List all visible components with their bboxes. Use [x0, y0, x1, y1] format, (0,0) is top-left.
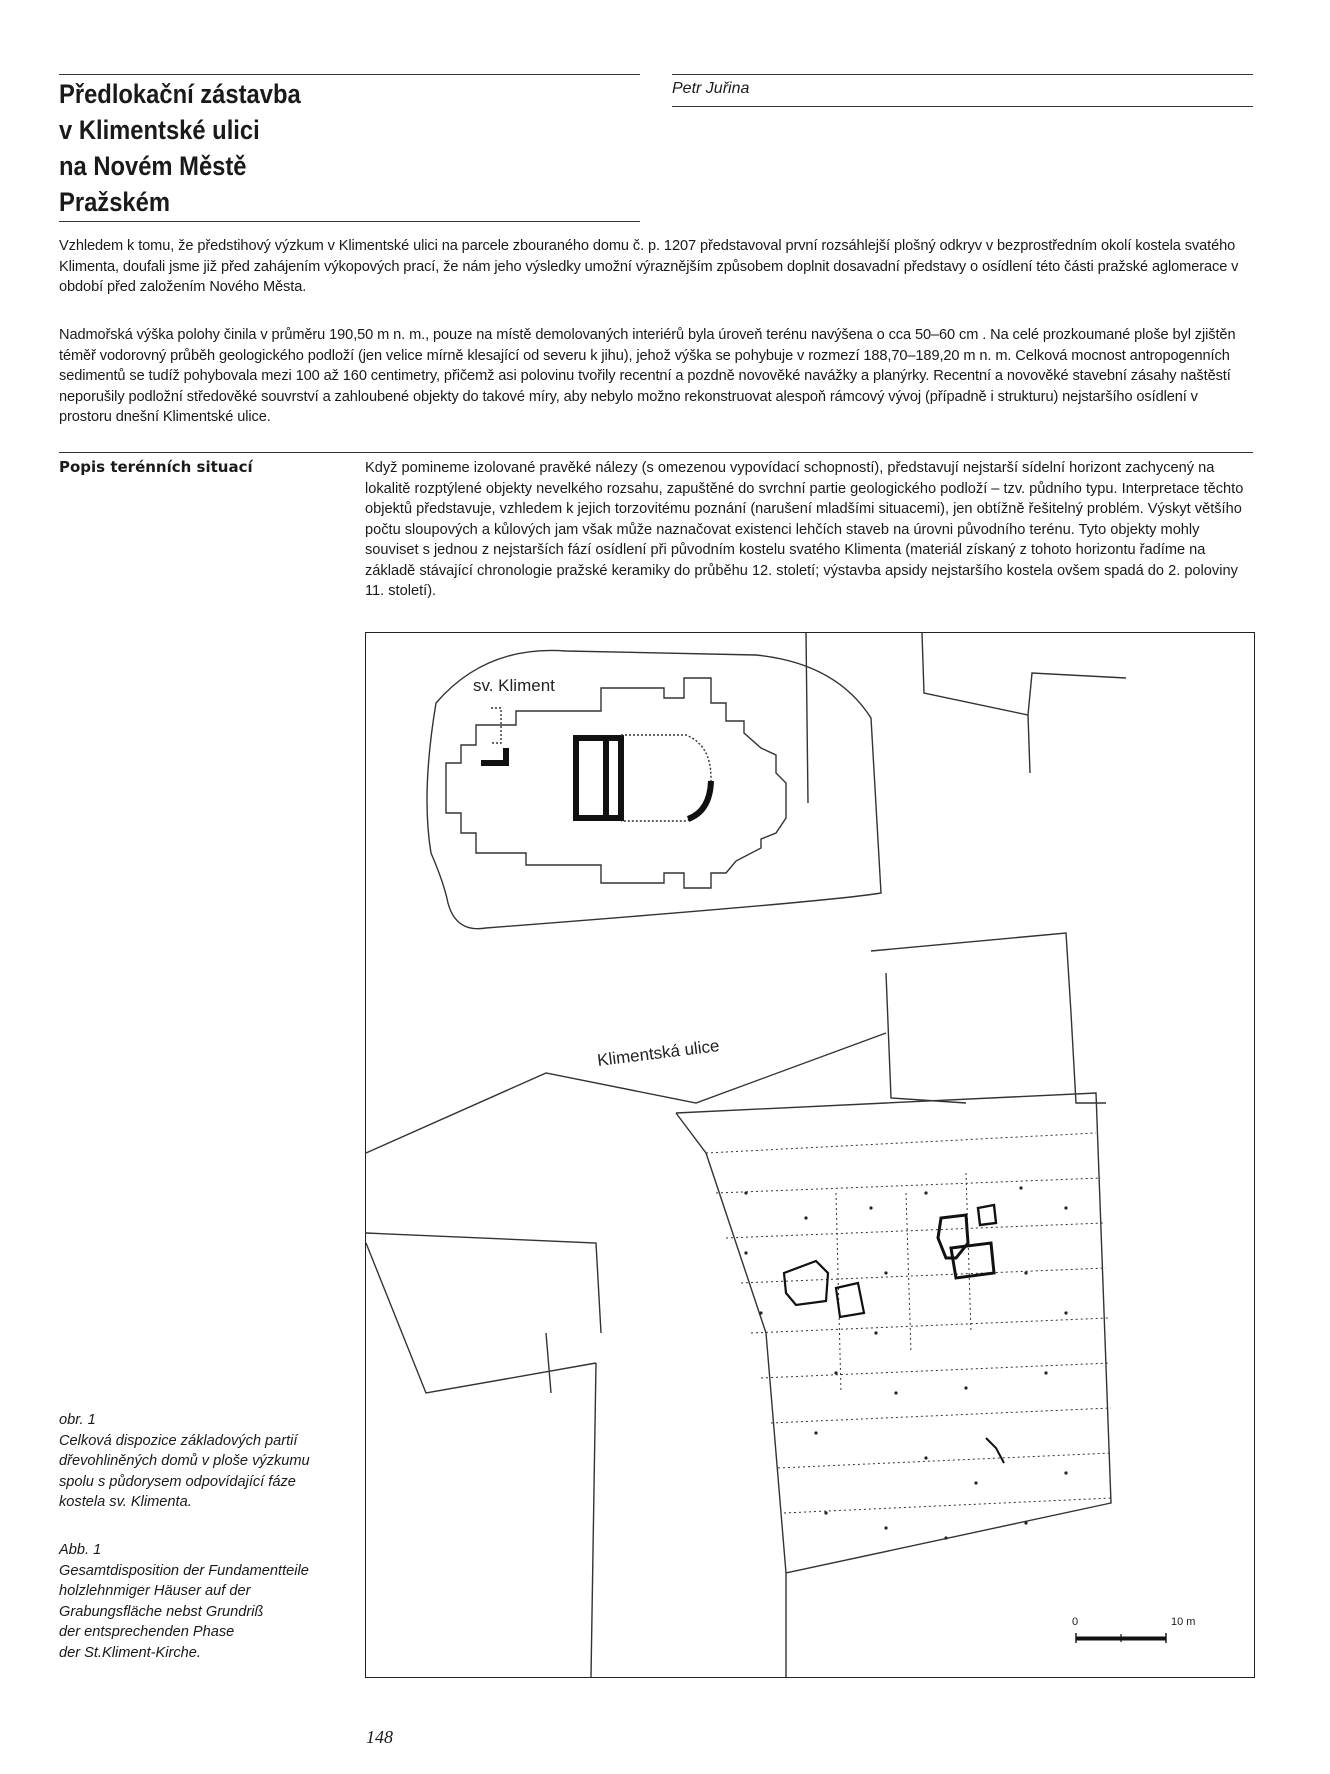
church-outline [446, 678, 786, 888]
section-rule [59, 452, 1253, 453]
author-name: Petr Juřina [672, 80, 750, 97]
nave-wall [576, 738, 621, 818]
post-hole [1024, 1271, 1027, 1274]
parcel-line [806, 633, 808, 803]
post-hole [759, 1311, 762, 1314]
title-line-2: v Klimentské ulici [59, 115, 260, 145]
intro-paragraph-2: Nadmořská výška polohy činila v průměru 190,50 m n. m., pouze na místě demolovaných interiérů byla úroveň terénu navýšena o cca 50–60 cm . Na celé prozkoumané ploše byl zjištěn téměř vodorovný průběh geologického podloží (jen velice mírně klesající od severu k jihu), jehož výška se pohybuje v rozmezí 188,70–189,20 m n. m. Celková mocnost antropogenních sedimentů se tudíž pohybovala mezi 100 až 160 centimetry, přičemž asi polovinu tvořily recentní a pozdně novověké navážky a planýrky. Recentní a novověké stavební zásahy naštěstí neporušily podložní středověké souvrství a zahloubené objekty do takové míry, aby nebylo možno rekonstruovat alespoň rámcový vývoj (případně i strukturu) nejstaršího osídlení v prostoru dnešní Klimentské ulice. [59, 327, 1236, 425]
post-hole [744, 1251, 747, 1254]
apse-outline [621, 735, 711, 821]
parcel-line [1028, 715, 1030, 773]
west-wall-fragment [481, 748, 506, 763]
site-plan-figure [365, 632, 1255, 1678]
caption-line: Grabungsfläche nebst Grundriß [59, 1603, 264, 1620]
street-label: Klimentská ulice [596, 1036, 721, 1070]
parcel-line [922, 633, 1126, 715]
scale-start-label: 0 [1072, 1616, 1079, 1628]
author-top-rule [672, 74, 1253, 75]
post-hole [884, 1526, 887, 1529]
article-title [59, 76, 569, 220]
parcel-line [366, 1233, 601, 1333]
scale-end-label: 10 m [1171, 1616, 1196, 1628]
caption-line: Abb. 1 [59, 1542, 102, 1558]
title-line-1: Předlokační zástavba [59, 79, 301, 109]
post-hole [804, 1216, 807, 1219]
caption-line: der St.Kliment-Kirche. [59, 1644, 201, 1661]
post-hole [1064, 1311, 1067, 1314]
post-hole [814, 1431, 817, 1434]
post-hole [869, 1206, 872, 1209]
post-hole [1024, 1521, 1027, 1524]
house-foundation [784, 1261, 828, 1305]
post-hole [924, 1456, 927, 1459]
title-bottom-rule [59, 221, 640, 222]
post-hole [1064, 1206, 1067, 1209]
post-hole [924, 1191, 927, 1194]
title-line-3: na Novém Městě [59, 151, 247, 181]
excavation-grid [706, 1133, 1112, 1513]
parcel-line [886, 973, 966, 1103]
intro-paragraph-1: Vzhledem k tomu, že předstihový výzkum v Klimentské ulici na parcele zbouraného domu č. p. 1207 představoval první rozsáhlejší plošný odkryv v bezprostředním okolí kostela svatého Klimenta, doufali jsme již před zahájením výkopových prací, že nám jeho výsledky umožní výraznějším způsobem doplnit dosavadní představy o osídlení této části pražské aglomerace v období před založením Nového Města. [59, 238, 1239, 295]
post-hole [824, 1511, 827, 1514]
caption-line: spolu s půdorysem odpovídající fáze [59, 1473, 296, 1490]
post-feature [986, 1438, 1004, 1463]
caption-line: Celková dispozice základových partií [59, 1432, 298, 1449]
figure-caption-german [59, 1540, 349, 1663]
house-foundation [951, 1243, 994, 1278]
excavation-boundary [676, 1093, 1111, 1677]
figure-caption-czech [59, 1410, 349, 1513]
author-bottom-rule [672, 106, 1253, 107]
post-hole [894, 1391, 897, 1394]
parcel-line [871, 933, 1106, 1103]
caption-line: obr. 1 [59, 1412, 96, 1428]
title-line-4: Pražském [59, 187, 170, 217]
excavation-boundary [676, 1113, 786, 1573]
parcel-line [546, 1333, 551, 1393]
page-number: 148 [366, 1727, 393, 1747]
post-hole [834, 1371, 837, 1374]
house-foundation [978, 1205, 996, 1225]
church-label: sv. Kliment [473, 676, 555, 695]
post-hole [944, 1536, 947, 1539]
caption-line: holzlehnmiger Häuser auf der [59, 1583, 251, 1599]
section-heading: Popis terénních situací [59, 458, 253, 476]
title-top-rule [59, 74, 640, 75]
post-hole [964, 1386, 967, 1389]
caption-line: dřevohliněných domů v ploše výzkumu [59, 1453, 310, 1469]
post-hole [1019, 1186, 1022, 1189]
post-hole [874, 1331, 877, 1334]
caption-line: Gesamtdisposition der Fundamentteile [59, 1562, 309, 1579]
parcel-line [366, 1243, 596, 1393]
house-foundation [836, 1283, 864, 1317]
post-hole [1064, 1471, 1067, 1474]
post-hole [974, 1481, 977, 1484]
post-hole [744, 1191, 747, 1194]
post-hole [884, 1271, 887, 1274]
section-paragraph: Když pomineme izolované pravěké nálezy (s omezenou vypovídací schopností), představují nejstarší sídelní horizont zachycený na lokalitě rozptýlené objekty nevelkého rozsahu, zapuštěné do svrchní partie geologického podloží – tzv. půdního typu. Interpretace těchto objektů představuje, vzhledem k jejich torzovitému poznání (narušení mladšími situacemi), jen obtížně řešitelný problém. Výskyt většího počtu sloupových a kůlových jam však může naznačovat existenci lehčích staveb na úrovni původního terénu. Tyto objekty mohly souviset s jednou z nejstarších fází osídlení při původním kostelu svatého Klimenta (materiál získaný z tohoto horizontu řadíme na základě stávající chronologie pražské keramiky do průběhu 12. století; výstavba apsidy nejstaršího kostela ovšem spadá do 2. poloviny 11. století). [365, 460, 1244, 599]
post-hole [1044, 1371, 1047, 1374]
parcel-line [591, 1363, 596, 1677]
caption-line: der entsprechenden Phase [59, 1624, 235, 1640]
caption-line: kostela sv. Klimenta. [59, 1494, 192, 1510]
apse-foundation [688, 781, 711, 819]
site-plan-drawing [366, 633, 1254, 1677]
